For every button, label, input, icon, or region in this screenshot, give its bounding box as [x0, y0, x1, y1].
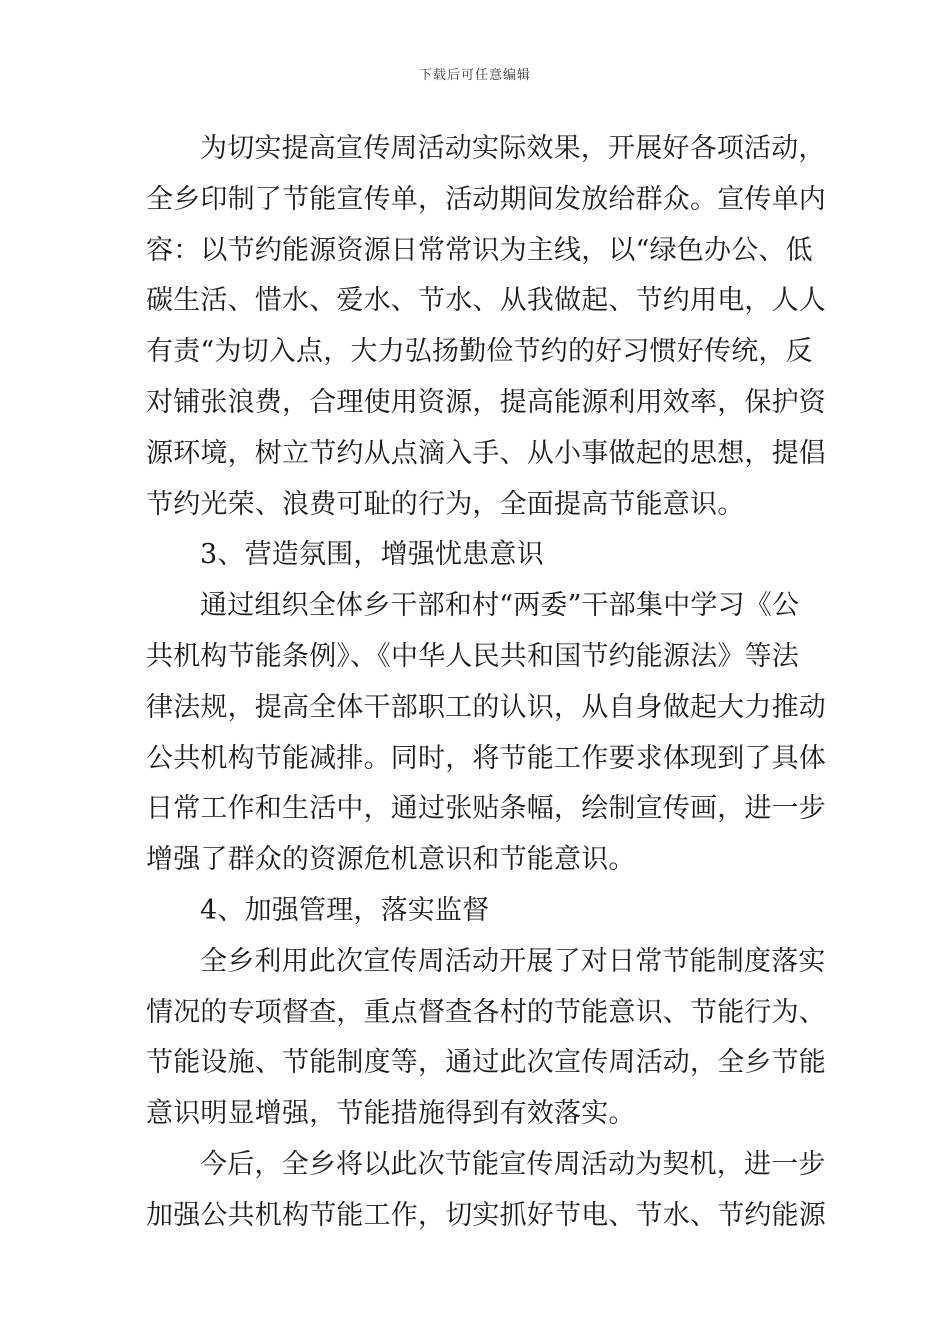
text-line: 节能设施、节能制度等，通过此次宣传周活动，全乡节能	[146, 1047, 826, 1079]
document-body	[146, 124, 826, 1242]
text-line: 今后，全乡将以此次节能宣传周活动为契机，进一步	[200, 1148, 826, 1180]
text-line: 对铺张浪费，合理使用资源，提高能源利用效率，保护资	[146, 386, 826, 418]
text-line: 为切实提高宣传周活动实际效果，开展好各项活动，	[200, 133, 826, 164]
text-line: 节约光荣、浪费可耻的行为，全面提高节能意识。	[146, 488, 745, 520]
text-line: 增强了群众的资源危机意识和节能意识。	[146, 844, 636, 876]
text-line: 3、营造氛围，增强忧患意识	[200, 539, 544, 571]
text-line: 碳生活、惜水、爱水、节水、从我做起、节约用电，人人	[146, 285, 826, 317]
text-line: 4、加强管理，落实监督	[200, 894, 490, 926]
text-line: 日常工作和生活中，通过张贴条幅，绘制宣传画，进一步	[146, 793, 826, 825]
text-line: 共机构节能条例》、《中华人民共和国节约能源法》等法	[146, 640, 799, 672]
text-line: 全乡利用此次宣传周活动开展了对日常节能制度落实	[200, 945, 826, 977]
text-line: 加强公共机构节能工作，切实抓好节电、节水、节约能源	[146, 1199, 826, 1231]
text-line: 律法规，提高全体干部职工的认识，从自身做起大力推动	[146, 691, 826, 723]
text-line: 公共机构节能减排。同时，将节能工作要求体现到了具体	[146, 742, 826, 774]
text-line: 全乡印制了节能宣传单，活动期间发放给群众。宣传单内	[146, 183, 826, 215]
text-line: 通过组织全体乡干部和村“两委”干部集中学习《公	[200, 590, 800, 622]
page-header: 下载后可任意编辑	[418, 68, 531, 83]
text-line: 意识明显增强，节能措施得到有效落实。	[146, 1098, 636, 1130]
text-line: 源环境，树立节约从点滴入手、从小事做起的思想，提倡	[146, 437, 826, 469]
text-line: 有责“为切入点，大力弘扬勤俭节约的好习惯好传统，反	[146, 336, 813, 368]
text-line: 容：以节约能源资源日常常识为主线，以“绿色办公、低	[146, 234, 813, 266]
text-line: 情况的专项督查，重点督查各村的节能意识、节能行为、	[146, 996, 826, 1028]
